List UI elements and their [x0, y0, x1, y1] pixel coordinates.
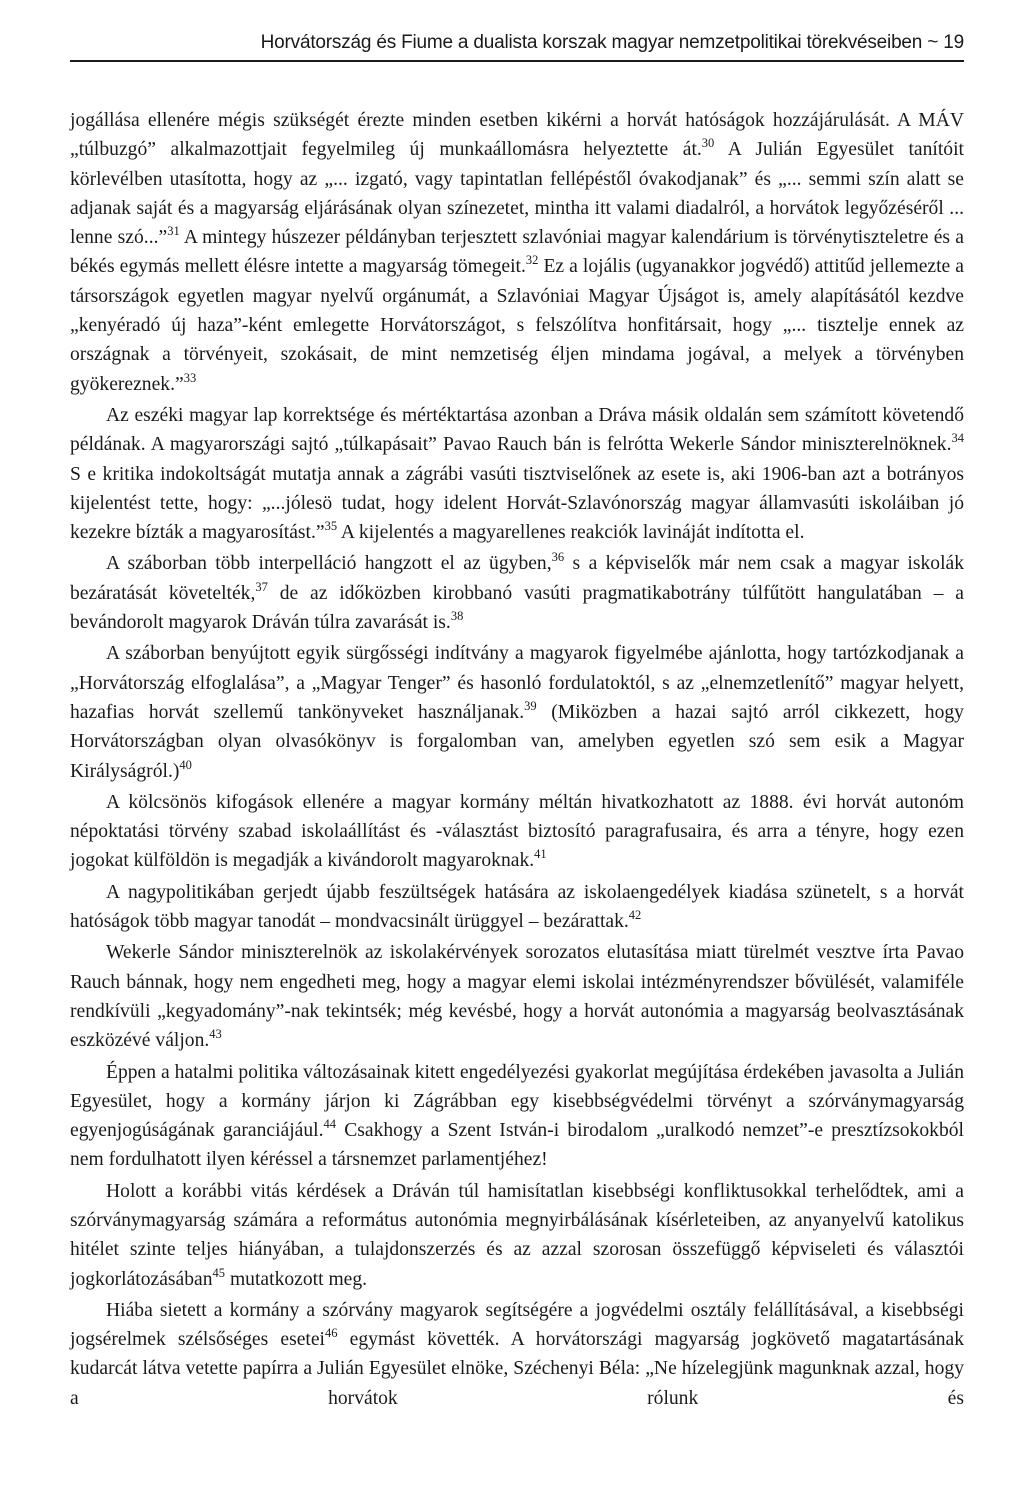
footnote-marker[interactable]: 44: [323, 1117, 337, 1132]
text-run: Éppen a hatalmi politika változásainak kitett engedélyezési gyakorlat megújítása érdekében javasolta a Julián Egyesület, hogy a kormány járjon ki Zágrábban egy kisebbségvédelmi törvényt a szórványmagyarság egyenjogúságának garanciájául.: [70, 1061, 964, 1142]
text-run: Csakhogy a Szent István-i birodalom „uralkodó nemzet”-e presztízsokokból nem fordulhatott ilyen kéréssel a társnemzet parlamentjéhez!: [70, 1120, 964, 1171]
text-run: (Miközben a hazai sajtó arról cikkezett, hogy Horvátországban olyan olvasókönyv is forgalomban van, amelyben egyetlen szó sem esik a Magyar Királyságról.): [70, 701, 964, 782]
paragraph: [70, 938, 964, 1055]
text-run: Az eszéki magyar lap korrektsége és mértéktartása azonban a Dráva másik oldalán sem számított követendő példának. A magyarországi sajtó „túlkapásait” Pavao Rauch bán is felrótta Wekerle Sándor miniszterelnöknek.: [70, 404, 964, 456]
footnote-marker[interactable]: 30: [701, 136, 715, 151]
text-run: Holott a korábbi vitás kérdések a Dráván túl hamisítatlan kisebbségi konfliktusokkal terhelődtek, ami a szórványmagyarság számára a református autonómia megnyirbálásának kísérleteiben, az anyanyelvű katolikus hitélet szinte teljes hiányában, a tulajdonszerzés és az azzal szorosan összefüggő képviseleti és választói jogkorlátozásában: [70, 1180, 964, 1290]
footnote-marker[interactable]: 42: [628, 908, 642, 923]
book-page: [70, 28, 964, 1415]
text-run: Ez a lojális (ugyanakkor jogvédő) attitűd jellemezte a társországok egyetlen magyar nyelvű orgánumát, a Szlavóniai Magyar Újságot is, amely alapításától kezdve „kenyéradó új haza”-ként emlegette Horvátországot, s felszólítva honfitársait, hogy „... tisztelje ennek az országnak a törvényeit, szokásait, de mint nemzetiség éljen mindama jogával, a melyek a törvényben gyökereznek.”: [70, 256, 964, 395]
body-text: [70, 106, 964, 1413]
text-run: A mintegy húszezer példányban terjesztett szlavóniai magyar kalendárium is törvénytiszteletre és a békés egymás mellett élésre intette a magyarság tömegeit.: [70, 227, 964, 278]
footnote-marker[interactable]: 38: [450, 609, 464, 624]
text-run: de az időközben kirobbanó vasúti pragmatikabotrány túlfűtött hangulatában – a bevándorolt magyarok Dráván túlra zavarását is.: [70, 582, 965, 634]
header-separator: ~: [927, 32, 939, 53]
running-header: [70, 28, 964, 62]
header-title: Horvátország és Fiume a dualista korszak magyar nemzetpolitikai törekvéseiben: [260, 32, 923, 53]
text-run: egymást követték. A horvátországi magyarság jogkövető magatartásának kudarcát látva vetette papírra a Julián Egyesület elnöke, Széchenyi Béla: „Ne hízelegjünk magunknak azzal, hogy a horvátok rólunk és: [70, 1329, 964, 1409]
text-run: Wekerle Sándor miniszterelnök az iskolakérvények sorozatos elutasítása miatt türelmét vesztve írta Pavao Rauch bánnak, hogy nem engedheti meg, hogy a magyar elemi iskolai intézményrendszer bővülését, valamiféle rendkívüli „kegyadomány”-nak tekintsék; még kevésbé, hogy a horvát autonómia a magyarság beolvasztásának eszközévé váljon.: [70, 942, 964, 1052]
page-number: 19: [943, 32, 964, 53]
text-run: Hiába sietett a kormány a szórvány magyarok segítségére a jogvédelmi osztály felállításával, a kisebbségi jogsérelmek szélsőséges esetei: [70, 1299, 964, 1351]
footnote-marker[interactable]: 35: [324, 519, 338, 534]
paragraph: [70, 788, 964, 876]
footnote-marker[interactable]: 31: [167, 224, 180, 239]
text-run: A kijelentés a magyarellenes reakciók lavináját indította el.: [337, 522, 805, 544]
footnote-marker[interactable]: 46: [325, 1326, 338, 1341]
paragraph: [70, 549, 964, 637]
paragraph: [70, 1058, 964, 1175]
footnote-marker[interactable]: 33: [183, 370, 197, 385]
paragraph: [70, 1177, 964, 1294]
text-run: s a képviselők már nem csak a magyar iskolák bezáratását követelték,: [70, 553, 965, 604]
footnote-marker[interactable]: 40: [179, 757, 192, 772]
footnote-marker[interactable]: 43: [209, 1027, 222, 1042]
paragraph: [70, 401, 964, 547]
footnote-marker[interactable]: 36: [551, 550, 565, 565]
footnote-marker[interactable]: 41: [534, 847, 547, 862]
text-run: S e kritika indokoltságát mutatja annak a zágrábi vasúti tisztviselőnek az esete is, aki 1906-ban azt a botrányos kijelentést tette, hogy: „...jólesö tudat, hogy idelent Horvát-Szlavónország magyar államvasúti iskoláiban jó kezekre bízták a magyarosítást.”: [70, 463, 964, 544]
footnote-marker[interactable]: 34: [951, 431, 964, 446]
text-run: A száborban benyújtott egyik sürgősségi indítvány a magyarok figyelmébe ajánlotta, hogy tartózkodjanak a „Horvátország elfoglalása”, a „Magyar Tenger” és hasonló fordulatoktól, s az „elnemzetlenítő” magyar helyett, hazafias horvát szellemű tankönyveket használjanak.: [70, 643, 964, 723]
paragraph: [70, 106, 964, 399]
text-run: A Julián Egyesület tanítóit körlevélben utasította, hogy az „... izgató, vagy tapintatlan fellépéstől óvakodjanak” és „... semmi szín alatt se adjanak saját és a magyarság eljárásának olyan színezetet, mintha itt valami diadalról, a horvátok legyőzéséről ... lenne szó...”: [70, 139, 964, 249]
footnote-marker[interactable]: 32: [525, 253, 539, 268]
footnote-marker[interactable]: 39: [524, 698, 537, 713]
text-run: mutatkozott meg.: [225, 1268, 368, 1290]
paragraph: [70, 878, 964, 937]
text-run: A nagypolitikában gerjedt újabb feszültségek hatására az iskolaengedélyek kiadása szünetelt, s a horvát hatóságok több magyar tanodát – mondvacsinált ürüggyel – bezárattak.: [70, 881, 964, 933]
text-run: jogállása ellenére mégis szükségét érezte minden esetben kikérni a horvát hatóságok hozzájárulását. A MÁV „túlbuzgó” alkalmazottjait fegyelmileg új munkaállomásra helyeztette át.: [70, 110, 964, 161]
text-run: A kölcsönös kifogások ellenére a magyar kormány méltán hivatkozhatott az 1888. évi horvát autonóm népoktatási törvény szabad iskolaállítást és -választást biztosító paragrafusaira, és arra a tényre, hogy ezen jogokat külföldön is megadják a kivándorolt magyaroknak.: [70, 791, 964, 872]
text-run: A száborban több interpelláció hangzott el az ügyben,: [106, 553, 552, 575]
paragraph: [70, 639, 964, 785]
footnote-marker[interactable]: 37: [255, 579, 268, 594]
paragraph: [70, 1296, 964, 1413]
footnote-marker[interactable]: 45: [212, 1265, 226, 1280]
